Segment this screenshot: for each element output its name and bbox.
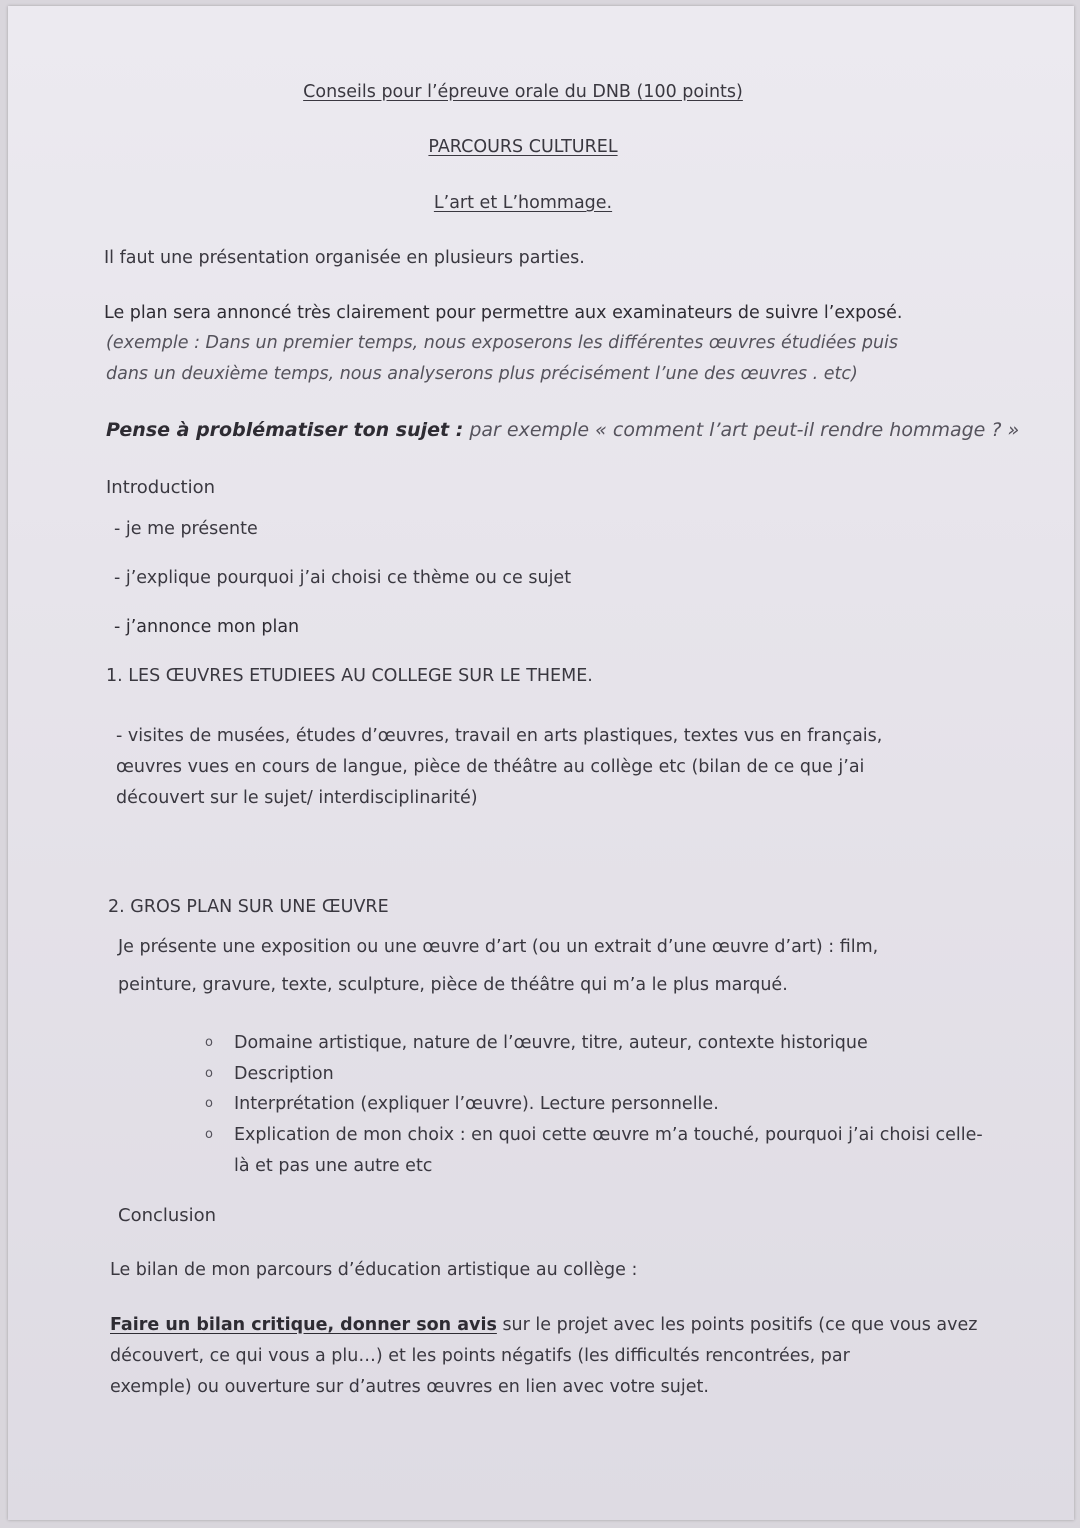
section1-heading: 1. LES ŒUVRES ETUDIEES AU COLLEGE SUR LE THEME. [106, 666, 593, 686]
section2-heading: 2. GROS PLAN SUR UNE ŒUVRE [108, 897, 389, 917]
section1-line: œuvres vues en cours de langue, pièce de théâtre au collège etc (bilan de ce que j’ai [116, 757, 865, 777]
introduction-heading: Introduction [106, 477, 216, 498]
plan-paragraph: Le plan sera annoncé très clairement pour permettre aux examinateurs de suivre l’exposé. [104, 303, 903, 323]
intro-item: - j’explique pourquoi j’ai choisi ce thème ou ce sujet [114, 568, 572, 588]
section1-line: découvert sur le sujet/ interdisciplinarité) [116, 788, 478, 808]
example-line-2: dans un deuxième temps, nous analyserons plus précisément l’une des œuvres . etc) [106, 364, 858, 384]
intro-item: - j’annonce mon plan [114, 617, 300, 637]
conclusion-advice-line-1 [110, 1314, 977, 1336]
bullet-icon: o [205, 1035, 213, 1050]
bullet-icon: o [205, 1127, 213, 1142]
bullet-icon: o [205, 1096, 213, 1111]
bullet-item: Explication de mon choix : en quoi cette œuvre m’a touché, pourquoi j’ai choisi celle- [234, 1125, 983, 1145]
conclusion-heading: Conclusion [118, 1205, 217, 1226]
intro-paragraph: Il faut une présentation organisée en plusieurs parties. [104, 248, 585, 268]
problematic-example: par exemple « comment l’art peut-il rendre hommage ? » [463, 419, 1020, 441]
bullet-continuation: là et pas une autre etc [234, 1156, 433, 1176]
bullet-item: Interprétation (expliquer l’œuvre). Lecture personnelle. [234, 1094, 719, 1114]
section2-line: peinture, gravure, texte, sculpture, pièce de théâtre qui m’a le plus marqué. [118, 975, 788, 995]
section1-line: - visites de musées, études d’œuvres, travail en arts plastiques, textes vus en français, [116, 726, 883, 746]
conclusion-advice-underlined: Faire un bilan critique, donner son avis [110, 1315, 497, 1335]
conclusion-paragraph: Le bilan de mon parcours d’éducation artistique au collège : [110, 1260, 638, 1280]
document-theme: L’art et L’hommage. [433, 193, 613, 213]
example-line-1: (exemple : Dans un premier temps, nous exposerons les différentes œuvres étudiées puis [106, 333, 899, 353]
problematic-bold: Pense à problématiser ton sujet : [106, 419, 464, 441]
document-subtitle: PARCOURS CULTUREL [428, 137, 618, 157]
conclusion-advice-line-3: exemple) ou ouverture sur d’autres œuvres en lien avec votre sujet. [110, 1377, 709, 1397]
bullet-item: Domaine artistique, nature de l’œuvre, titre, auteur, contexte historique [234, 1033, 868, 1053]
section2-line: Je présente une exposition ou une œuvre d’art (ou un extrait d’une œuvre d’art) : film, [118, 937, 879, 957]
problematic-line [106, 419, 1019, 441]
bullet-icon: o [205, 1066, 213, 1081]
document-page [8, 6, 1074, 1520]
bullet-item: Description [234, 1064, 334, 1084]
intro-item: - je me présente [114, 519, 258, 539]
document-title: Conseils pour l’épreuve orale du DNB (100 points) [303, 82, 743, 102]
conclusion-advice-rest: sur le projet avec les points positifs (ce que vous avez [496, 1315, 978, 1335]
conclusion-advice-line-2: découvert, ce qui vous a plu…) et les points négatifs (les difficultés rencontrées, par [110, 1346, 850, 1366]
